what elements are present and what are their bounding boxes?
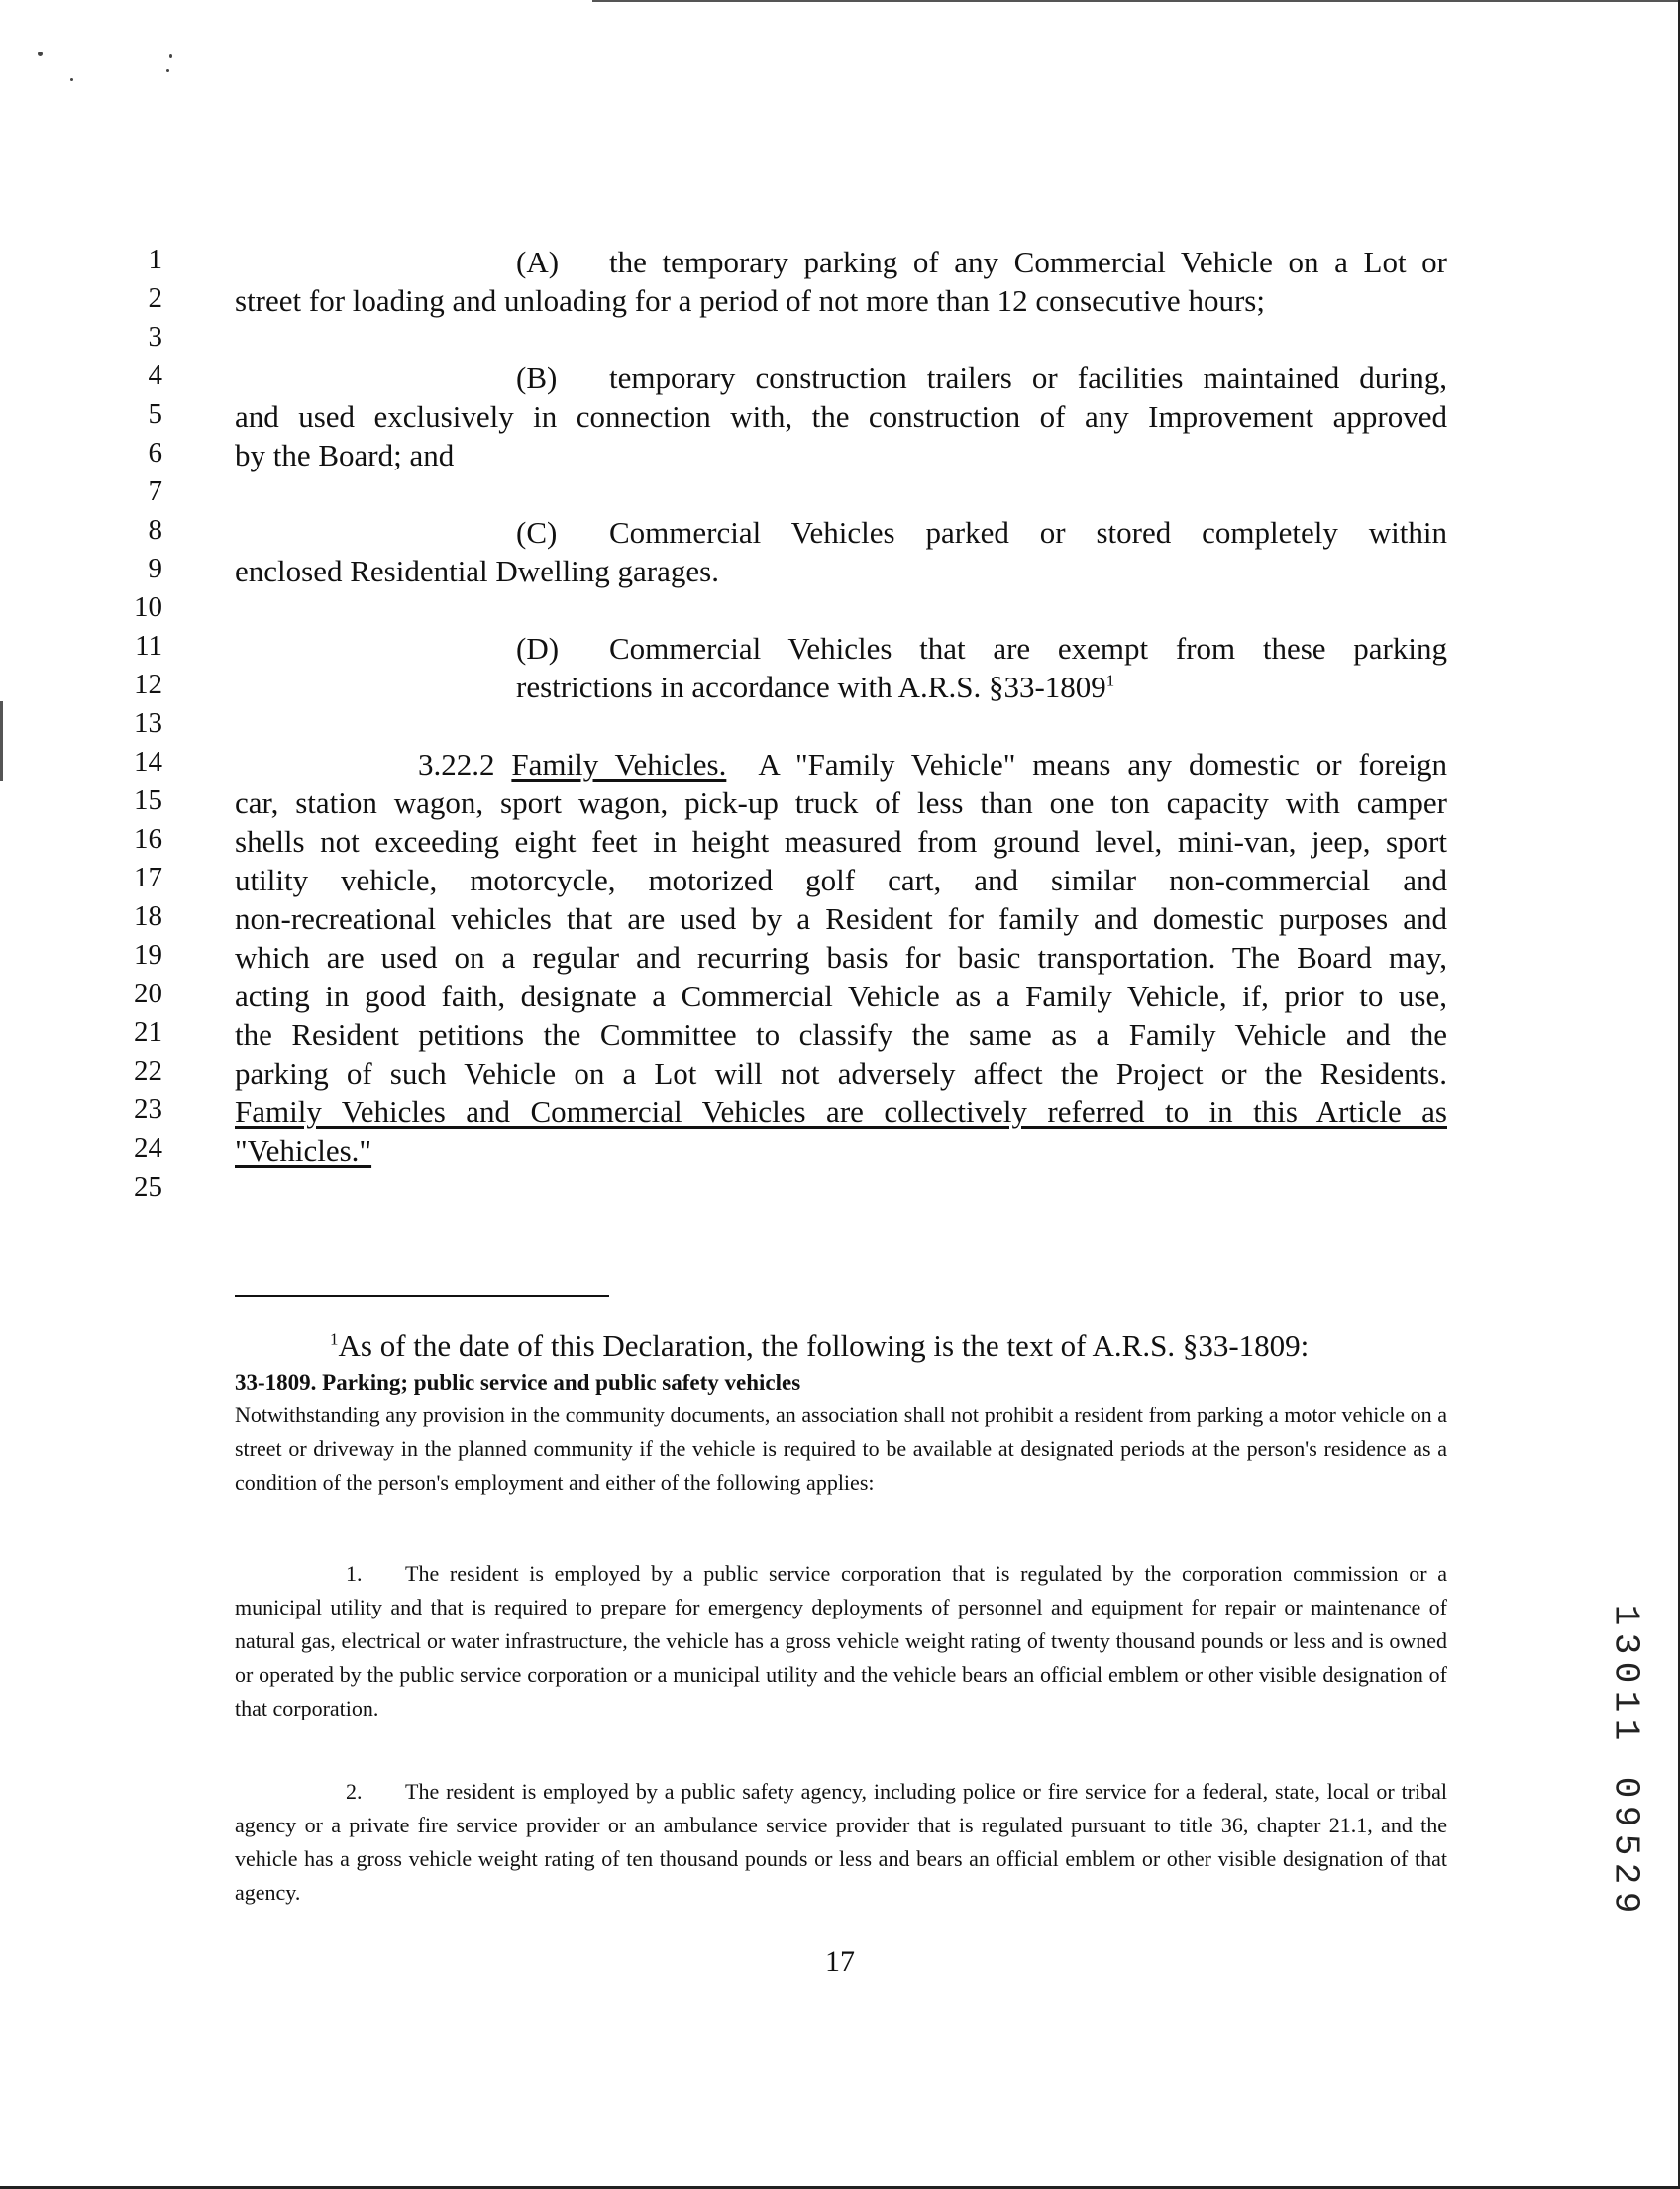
line-number: 16: [134, 823, 162, 855]
section-line: A "Family Vehicle" means any domestic or foreign: [758, 747, 1448, 782]
line-number: 12: [134, 669, 162, 700]
line-number: 19: [134, 939, 162, 971]
page-number: 17: [825, 1945, 855, 1978]
footnote-reference: 1: [1105, 671, 1115, 690]
section-line-underlined: Family Vehicles and Commercial Vehicles are collectively referred to in this Article as: [235, 1094, 1447, 1129]
line-number: 18: [134, 900, 162, 932]
line-number: 23: [134, 1094, 162, 1125]
line-number: 25: [134, 1171, 162, 1202]
recording-number-glyph: 2: [1605, 1862, 1646, 1885]
statute-item-text: The resident is employed by a public service corporation that is regulated by the corporation commission or a municipal utility and that is required to prepare for emergency deployments of personnel and equipment for repair or maintenance of natural gas, electrical or water infrastructure, the vehicle has a gross vehicle weight rating of twenty thousand pounds or less and is owned or operated by the public service corporation or a municipal utility and the vehicle bears an official emblem or other visible designation of that corporation.: [235, 1561, 1447, 1720]
recording-number-glyph: 1: [1605, 1690, 1646, 1713]
footnote-marker: 1: [330, 1329, 339, 1349]
line-number: 3: [148, 321, 162, 353]
line-number: 4: [148, 360, 162, 391]
footnote-separator: [235, 1295, 609, 1297]
line-number: 10: [134, 591, 162, 623]
recording-number-glyph: 0: [1605, 1661, 1646, 1684]
section-3-22-2-first-line: [418, 745, 1447, 783]
line-number: 11: [135, 630, 162, 662]
statute-item-number: 1.: [346, 1561, 363, 1586]
line-number: 17: [134, 862, 162, 893]
line-number: 14: [134, 746, 162, 778]
section-line: car, station wagon, sport wagon, pick-up truck of less than one ton capacity with camper: [235, 785, 1447, 820]
scan-edge-top: [592, 0, 1680, 2]
scan-speck: [166, 69, 169, 72]
statute-item-2: [235, 1775, 1447, 1910]
scan-speck: [70, 78, 73, 81]
section-line: the Resident petitions the Committee to classify the same as a Family Vehicle and the: [235, 1017, 1447, 1052]
recording-number-glyph: 1: [1605, 1604, 1646, 1626]
line-number: 6: [148, 437, 162, 469]
recording-number-glyph: 0: [1605, 1776, 1646, 1799]
line-number: 7: [148, 475, 162, 507]
line-number: 5: [148, 398, 162, 430]
item-a-continuation: street for loading and unloading for a period of not more than 12 consecutive hours;: [235, 283, 1265, 318]
section-line: shells not exceeding eight feet in height measured from ground level, mini-van, jeep, sport: [235, 824, 1447, 859]
scan-speck: [169, 54, 172, 58]
item-c-first-line: Commercial Vehicles parked or stored completely within: [609, 515, 1447, 550]
recording-number-glyph: 3: [1605, 1632, 1646, 1655]
line-number: 22: [134, 1055, 162, 1087]
line-number: 15: [134, 784, 162, 816]
line-number: 24: [134, 1132, 162, 1164]
statute-item-number: 2.: [346, 1779, 363, 1804]
item-d-continuation: [516, 668, 1114, 706]
footnote-intro-text: As of the date of this Declaration, the following is the text of A.R.S. §33-1809:: [338, 1328, 1310, 1363]
recording-number-glyph: 1: [1605, 1719, 1646, 1741]
section-line: non-recreational vehicles that are used by a Resident for family and domestic purposes and: [235, 901, 1447, 936]
item-b-line-2: and used exclusively in connection with, the construction of any Improvement approved: [235, 399, 1447, 434]
recording-number-glyph: 9: [1605, 1805, 1646, 1827]
section-line-underlined: "Vehicles.": [235, 1133, 372, 1168]
line-number: 9: [148, 553, 162, 584]
footnote-intro: [235, 1325, 1447, 1367]
line-number: 20: [134, 978, 162, 1009]
item-c-continuation: enclosed Residential Dwelling garages.: [235, 554, 719, 588]
scan-edge-mark: [0, 701, 3, 781]
line-number: 2: [148, 282, 162, 314]
recording-number: [1605, 1601, 1646, 1917]
section-line: which are used on a regular and recurring basis for basic transportation. The Board may,: [235, 940, 1447, 975]
scan-speck: [38, 52, 43, 56]
statute-item-1: [235, 1557, 1447, 1725]
item-a-label: (A): [516, 245, 560, 279]
section-line: utility vehicle, motorcycle, motorized golf cart, and similar non-commercial and: [235, 863, 1447, 897]
line-number: 8: [148, 514, 162, 546]
section-number: 3.22.2: [418, 747, 495, 782]
section-line: parking of such Vehicle on a Lot will not adversely affect the Project or the Residents.: [235, 1056, 1447, 1091]
item-b-first-line: temporary construction trailers or facilities maintained during,: [609, 361, 1447, 395]
statute-heading: 33-1809. Parking; public service and public safety vehicles: [235, 1370, 801, 1395]
item-a-first-line: the temporary parking of any Commercial Vehicle on a Lot or: [609, 245, 1447, 279]
section-line: acting in good faith, designate a Commercial Vehicle as a Family Vehicle, if, prior to use,: [235, 979, 1447, 1013]
item-d-first-line: Commercial Vehicles that are exempt from these parking: [609, 631, 1447, 666]
line-number: 13: [134, 707, 162, 739]
statute-item-text: The resident is employed by a public safety agency, including police or fire service for a federal, state, local or tribal agency or a private fire service provider or an ambulance service provider that is regulated pursuant to title 36, chapter 21.1, and the vehicle has a gross vehicle weight rating of ten thousand pounds or less and bears an official emblem or other visible designation of that agency.: [235, 1779, 1447, 1905]
item-c-label: (C): [516, 515, 558, 550]
recording-number-glyph: 9: [1605, 1891, 1646, 1914]
item-d-label: (D): [516, 631, 560, 666]
item-b-line-3: by the Board; and: [235, 438, 455, 472]
item-d-text: restrictions in accordance with A.R.S. §33-1809: [516, 670, 1106, 704]
statute-body: Notwithstanding any provision in the community documents, an association shall not prohibit a resident from parking a motor vehicle on a street or driveway in the planned community if the vehicle is required to be available at designated periods at the person's residence as a condition of the person's employment and either of the following applies:: [235, 1403, 1447, 1495]
section-heading: Family Vehicles.: [511, 747, 727, 782]
line-number: 1: [148, 244, 162, 275]
item-b-label: (B): [516, 361, 558, 395]
line-number: 21: [134, 1016, 162, 1048]
recording-number-glyph: 5: [1605, 1833, 1646, 1856]
